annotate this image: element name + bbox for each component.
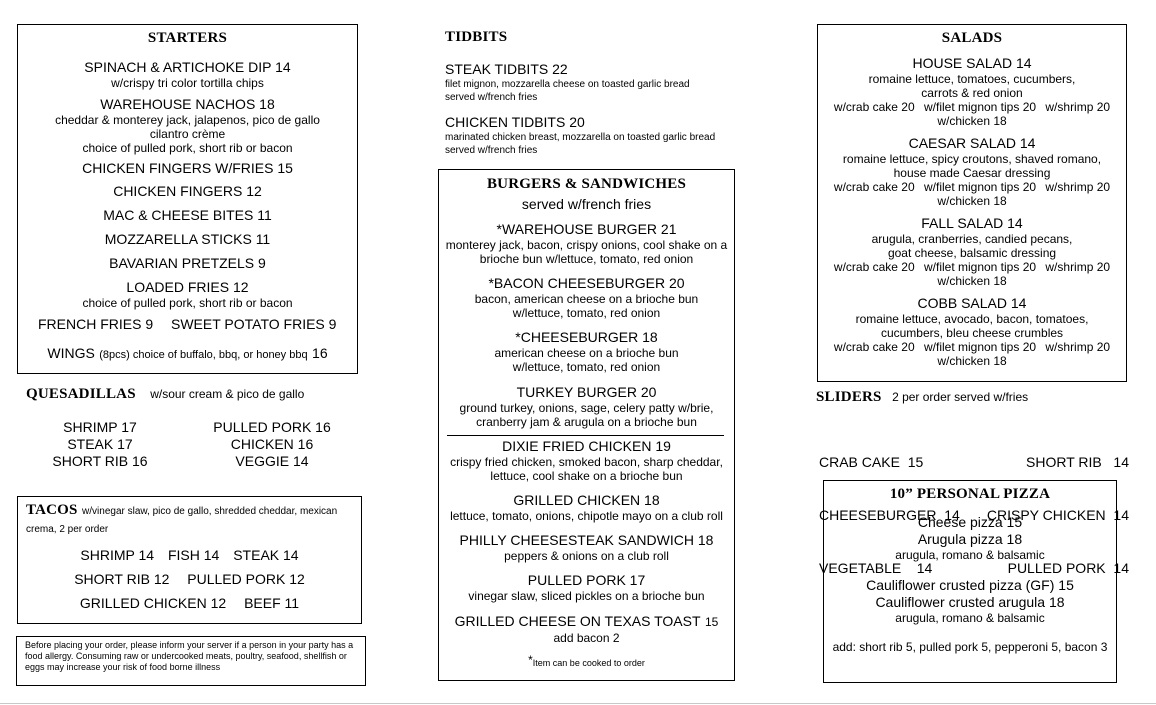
sliders-header: [816, 388, 1028, 406]
burgers-footnote: [439, 653, 734, 671]
menu-item: SHRIMP 14: [80, 547, 155, 563]
menu-item: Arugula pizza 18: [917, 531, 1023, 547]
addon: w/filet mignon tips 20: [923, 100, 1037, 114]
pizza-title: 10” PERSONAL PIZZA: [889, 486, 1051, 502]
addon: w/crab cake 20: [833, 260, 915, 274]
item-desc: arugula, cranberries, candied pecans,: [871, 232, 1073, 246]
menu-item: SHORT RIB 12: [74, 571, 170, 587]
quesadillas-title: QUESADILLAS: [26, 386, 136, 402]
starters-section: [17, 24, 358, 374]
tacos-title: TACOS: [26, 502, 78, 518]
menu-item: PULLED PORK 16: [213, 419, 331, 435]
item-name: WAREHOUSE NACHOS 18: [100, 96, 275, 112]
pizza-section: [823, 480, 1117, 683]
sliders-title: SLIDERS: [816, 389, 882, 405]
menu-item: PULLED PORK 12: [187, 571, 305, 587]
addon: w/shrimp 20: [1045, 180, 1111, 194]
menu-item: PULLED PORK 14: [1007, 560, 1129, 576]
menu-item: SHORT RIB 14: [1026, 454, 1129, 470]
addon: w/chicken 18: [937, 354, 1007, 368]
item-desc: romaine lettuce, tomatoes, cucumbers,: [868, 72, 1076, 86]
addon: w/filet mignon tips 20: [923, 340, 1037, 354]
menu-item: [818, 295, 1126, 368]
starters-title: STARTERS: [147, 30, 228, 46]
menu-item: [18, 279, 357, 310]
item-desc: w/crispy tri color tortilla chips: [111, 76, 264, 90]
item-desc: house made Caesar dressing: [893, 166, 1051, 180]
footnote-star: *: [528, 653, 533, 667]
menu-item: STEAK 14: [233, 547, 299, 563]
item-desc: arugula, romano & balsamic: [895, 611, 1045, 625]
item-desc: w/lettuce, tomato, red onion: [512, 360, 661, 374]
menu-item: [439, 384, 734, 429]
menu-item: BAVARIAN PRETZELS 9: [109, 255, 266, 271]
item-name: PULLED PORK 17: [527, 572, 646, 588]
item-name: SPINACH & ARTICHOKE DIP 14: [84, 59, 291, 75]
tacos-row: [18, 547, 361, 564]
item-desc: choice of pulled pork, short rib or bacon: [82, 141, 293, 155]
item-desc: romaine lettuce, spicy croutons, shaved romano,: [842, 152, 1102, 166]
menu-item: [439, 275, 734, 320]
item-desc: served w/french fries: [445, 145, 538, 156]
menu-item: GRILLED CHICKEN 12: [79, 595, 227, 611]
tidbits-title: TIDBITS: [445, 29, 508, 45]
item-desc: cilantro crème: [149, 127, 226, 141]
menu-item: MOZZARELLA STICKS 11: [104, 231, 271, 247]
pizza-group: [824, 577, 1116, 625]
item-desc: cranberry jam & arugula on a brioche bun: [476, 415, 697, 429]
section-divider: [447, 435, 724, 436]
item-desc: choice of pulled pork, short rib or bacon: [82, 296, 293, 310]
menu-item: [818, 135, 1126, 208]
item-name: GRILLED CHICKEN 18: [513, 492, 660, 508]
salad-addons: [818, 260, 1126, 274]
addon: w/filet mignon tips 20: [923, 180, 1037, 194]
item-name: *BACON CHEESEBURGER 20: [488, 275, 685, 291]
addon: w/shrimp 20: [1045, 340, 1111, 354]
menu-item: [818, 55, 1126, 128]
item-desc: vinegar slaw, sliced pickles on a brioche bun: [468, 589, 705, 603]
salads-title: SALADS: [941, 30, 1003, 46]
item-name: COBB SALAD 14: [917, 295, 1027, 311]
tacos-subtitle: w/vinegar slaw, pico de gallo, shredded cheddar, mexican crema, 2 per order: [26, 506, 338, 535]
menu-item: [818, 215, 1126, 288]
item-price: 15: [704, 615, 719, 629]
item-name: PHILLY CHEESESTEAK SANDWICH 18: [459, 532, 714, 548]
menu-item: Cauliflower crusted pizza (GF) 15: [866, 577, 1074, 593]
item-name: LOADED FRIES 12: [126, 279, 249, 295]
quesadillas-left-col: [36, 419, 164, 470]
item-name: *CHEESEBURGER 18: [515, 329, 658, 345]
menu-item: VEGGIE 14: [235, 453, 309, 469]
pizza-group: [824, 514, 1116, 562]
item-name: STEAK TIDBITS 22: [445, 61, 568, 77]
item-desc: w/lettuce, tomato, red onion: [512, 306, 661, 320]
item-desc: cheddar & monterey jack, jalapenos, pico de gallo: [55, 113, 320, 127]
menu-item: CHICKEN FINGERS W/FRIES 15: [82, 160, 293, 176]
sliders-subtitle: 2 per order served w/fries: [892, 390, 1029, 404]
addon: w/shrimp 20: [1045, 260, 1111, 274]
item-desc: lettuce, tomato, onions, chipotle mayo on a club roll: [450, 509, 723, 523]
addon: w/crab cake 20: [833, 340, 915, 354]
addon: w/chicken 18: [937, 194, 1007, 208]
item-desc: cucumbers, bleu cheese crumbles: [880, 326, 1064, 340]
item-price: 16: [312, 345, 328, 361]
menu-item: [439, 221, 734, 266]
menu-item: [445, 61, 765, 104]
salad-addons: [818, 100, 1126, 114]
item-name: WINGS: [47, 345, 95, 361]
item-desc: ground turkey, onions, sage, celery patty w/brie,: [459, 401, 714, 415]
item-title: [439, 613, 734, 631]
quesadillas-header: [26, 385, 304, 403]
item-desc: served w/french fries: [445, 92, 538, 103]
menu-item: CHICKEN 16: [230, 436, 314, 452]
addon: w/crab cake 20: [833, 100, 915, 114]
menu-item: FRENCH FRIES 9: [38, 316, 154, 332]
item-desc: monterey jack, bacon, crispy onions, cool shake on a: [445, 238, 728, 252]
menu-item: CRISPY CHICKEN 14: [986, 507, 1129, 523]
item-desc: american cheese on a brioche bun: [494, 346, 679, 360]
menu-item: CHEESEBURGER 14: [819, 507, 960, 523]
menu-item: [439, 438, 734, 483]
item-name: TURKEY BURGER 20: [516, 384, 657, 400]
item-name: *WAREHOUSE BURGER 21: [496, 221, 677, 237]
menu-item: [439, 572, 734, 603]
item-desc: bacon, american cheese on a brioche bun: [474, 292, 699, 306]
menu-item: [439, 532, 734, 563]
menu-item: FISH 14: [167, 547, 220, 563]
page-bottom-rule: [0, 703, 1156, 704]
salad-addons: [818, 180, 1126, 194]
menu-item: Cheese pizza 15: [917, 514, 1023, 530]
item-name: DIXIE FRIED CHICKEN 19: [502, 438, 671, 454]
addon: w/chicken 18: [937, 114, 1007, 128]
footnote-text: Item can be cooked to order: [532, 658, 645, 668]
allergy-notice: [16, 636, 366, 686]
item-name: FALL SALAD 14: [921, 215, 1023, 231]
burgers-title: BURGERS & SANDWICHES: [486, 176, 687, 192]
tacos-header: [26, 502, 354, 538]
menu-item: MAC & CHEESE BITES 11: [103, 207, 272, 223]
burgers-section: [438, 169, 735, 681]
addon: w/shrimp 20: [1045, 100, 1111, 114]
item-desc: filet mignon, mozzarella cheese on toasted garlic bread: [445, 79, 690, 90]
menu-item: [439, 329, 734, 374]
quesadillas-subtitle: w/sour cream & pico de gallo: [150, 387, 305, 401]
item-desc: crispy fried chicken, smoked bacon, sharp cheddar,: [450, 455, 723, 469]
burgers-subtitle: served w/french fries: [521, 196, 652, 212]
menu-item: [18, 345, 357, 363]
tacos-section: [17, 496, 362, 624]
menu-item: CHICKEN FINGERS 12: [113, 183, 262, 199]
salads-section: [817, 24, 1127, 382]
item-name: HOUSE SALAD 14: [912, 55, 1032, 71]
item-note: (8pcs) choice of buffalo, bbq, or honey bbq: [99, 349, 308, 361]
item-name: CHICKEN TIDBITS 20: [445, 114, 585, 130]
addon: w/filet mignon tips 20: [923, 260, 1037, 274]
item-desc: marinated chicken breast, mozzarella on toasted garlic bread: [445, 132, 716, 143]
menu-item: BEEF 11: [244, 595, 300, 611]
item-desc: lettuce, cool shake on a brioche bun: [490, 469, 683, 483]
menu-item: SHRIMP 17: [63, 419, 137, 435]
menu-item: SHORT RIB 16: [52, 453, 148, 469]
menu-item: Cauliflower crusted arugula 18: [875, 594, 1065, 610]
item-desc: romaine lettuce, avocado, bacon, tomatoes,: [855, 312, 1089, 326]
item-desc: carrots & red onion: [921, 86, 1023, 100]
item-desc: goat cheese, balsamic dressing: [887, 246, 1057, 260]
addon: w/chicken 18: [937, 274, 1007, 288]
salad-addons: [818, 340, 1126, 354]
menu-item: [439, 613, 734, 645]
tacos-row: [18, 595, 361, 612]
item-desc: arugula, romano & balsamic: [895, 548, 1045, 562]
item-desc: add bacon 2: [553, 631, 620, 645]
item-desc: brioche bun w/lettuce, tomato, red onion: [479, 252, 694, 266]
allergy-text: Before placing your order, please inform your server if a person in your party has a food allergy. Consuming raw or undercooked meats, poultry, seafood, shellfish or eggs may increase your risk of food borne illness: [25, 640, 354, 672]
tacos-row: [18, 571, 361, 588]
pizza-addons: add: short rib 5, pulled pork 5, pepperoni 5, bacon 3: [832, 640, 1108, 654]
menu-item: VEGETABLE 14: [819, 560, 933, 576]
item-name: CAESAR SALAD 14: [908, 135, 1036, 151]
addon: w/crab cake 20: [833, 180, 915, 194]
item-desc: peppers & onions on a club roll: [504, 549, 669, 563]
menu-item: [445, 114, 765, 157]
menu-item: [439, 492, 734, 523]
menu-item: STEAK 17: [67, 436, 133, 452]
menu-item: [18, 59, 357, 90]
item-name: GRILLED CHEESE ON TEXAS TOAST: [454, 613, 701, 629]
menu-item: [18, 96, 357, 155]
menu-item: SWEET POTATO FRIES 9: [171, 316, 337, 332]
quesadillas-right-col: [200, 419, 344, 470]
menu-item: CRAB CAKE 15: [819, 454, 924, 470]
